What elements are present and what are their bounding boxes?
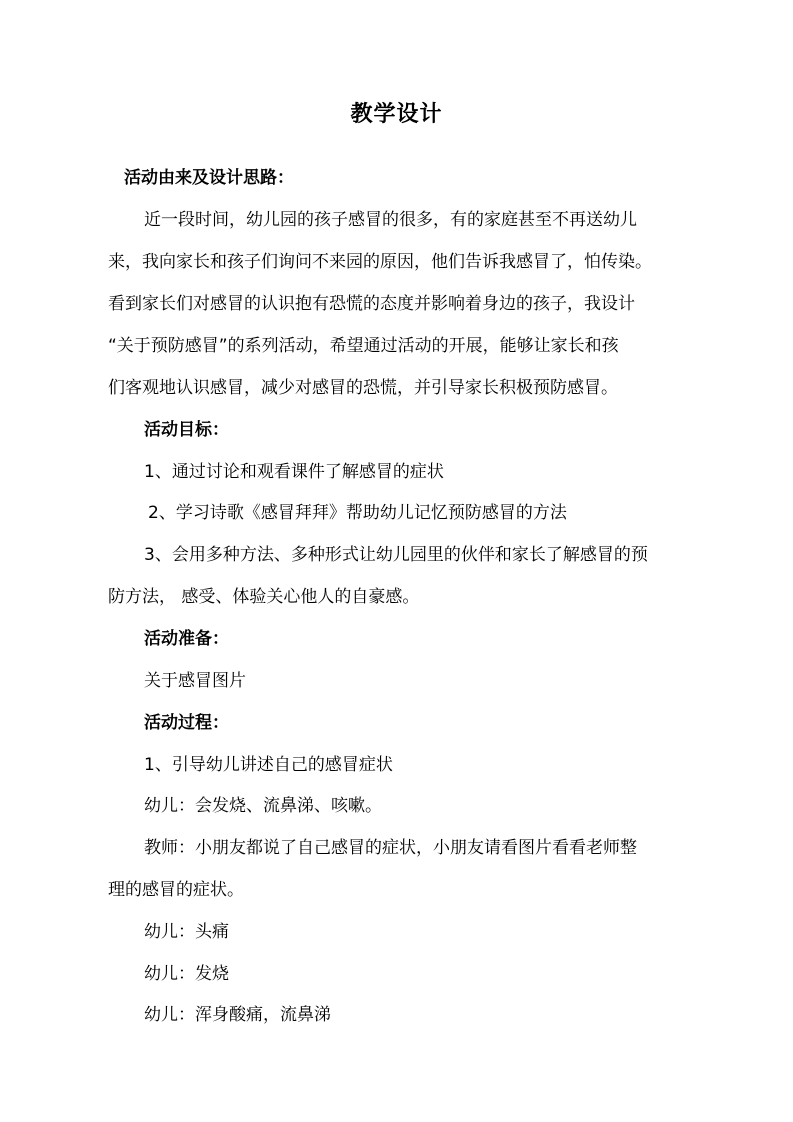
section-heading-origin: 活动由来及设计思路： [124,168,294,188]
goal-item-continued: 防方法， 感受、体验关心他人的自豪感。 [108,587,420,607]
dialogue-line-continued: 理的感冒的症状。 [108,880,244,900]
paragraph-line: 们客观地认识感冒，减少对感冒的恐慌，并引导家长积极预防感冒。 [108,378,618,398]
dialogue-line: 幼儿：会发烧、流鼻涕、咳嗽。 [144,796,382,816]
section-heading-process: 活动过程： [144,713,229,733]
goal-item: 1、通过讨论和观看课件了解感冒的症状 [144,462,444,482]
dialogue-line: 幼儿：浑身酸痛，流鼻涕 [144,1005,331,1025]
dialogue-line: 教师：小朋友都说了自己感冒的症状，小朋友请看图片看看老师整 [144,838,637,858]
paragraph-line: “关于预防感冒”的系列活动，希望通过活动的开展，能够让家长和孩 [108,336,619,356]
goal-item: 2、学习诗歌《感冒拜拜》帮助幼儿记忆预防感冒的方法 [148,503,567,523]
paragraph-line: 看到家长们对感冒的认识抱有恐慌的态度并影响着身边的孩子，我设计 [108,294,635,314]
document-title: 教学设计 [350,101,443,127]
dialogue-line: 幼儿：头痛 [144,922,229,942]
process-step: 1、引导幼儿讲述自己的感冒症状 [144,755,393,775]
section-heading-goals: 活动目标： [144,420,229,440]
paragraph-line: 来，我向家长和孩子们询问不来园的原因，他们告诉我感冒了，怕传染。 [108,252,652,272]
goal-item: 3、会用多种方法、多种形式让幼儿园里的伙伴和家长了解感冒的预 [144,545,648,565]
paragraph-line: 近一段时间，幼儿园的孩子感冒的很多，有的家庭甚至不再送幼儿 [144,210,637,230]
section-heading-preparation: 活动准备： [144,629,229,649]
dialogue-line: 幼儿：发烧 [144,964,229,984]
preparation-item: 关于感冒图片 [144,671,246,691]
